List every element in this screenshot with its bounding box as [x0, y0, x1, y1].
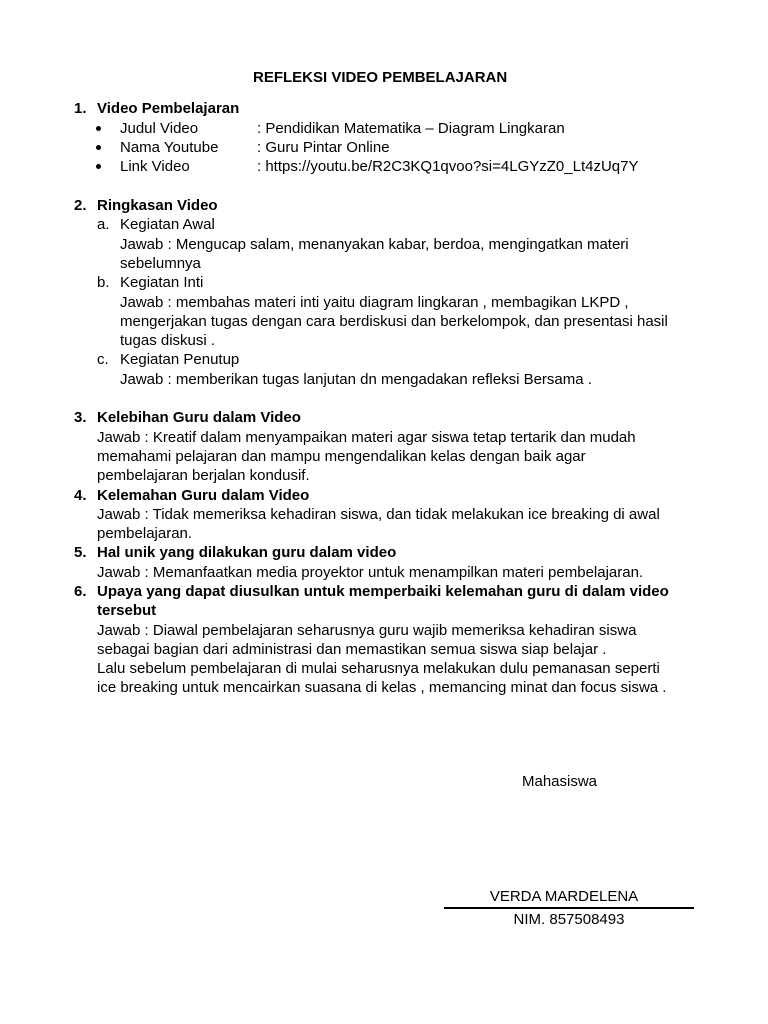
section-3-number: 3.: [74, 409, 87, 426]
kegiatan-inti-letter: b.: [97, 274, 110, 291]
section-3-heading: Kelebihan Guru dalam Video: [97, 409, 301, 426]
section-5-heading: Hal unik yang dilakukan guru dalam video: [97, 544, 397, 561]
kegiatan-inti-title: Kegiatan Inti: [120, 274, 204, 291]
section-1-heading: Video Pembelajaran: [97, 100, 240, 117]
kegiatan-penutup-letter: c.: [97, 351, 109, 368]
section-6-heading: Upaya yang dapat diusulkan untuk memperbaiki kelemahan guru di dalam video: [97, 583, 669, 600]
section-5-number: 5.: [74, 544, 87, 561]
kegiatan-inti-line: Jawab : membahas materi inti yaitu diagram lingkaran , membagikan LKPD ,: [120, 294, 629, 311]
kegiatan-awal-line: Jawab : Mengucap salam, menanyakan kabar, berdoa, mengingatkan materi: [120, 236, 629, 253]
kegiatan-awal-title: Kegiatan Awal: [120, 216, 215, 233]
signature-nim: NIM. 857508493: [513, 911, 625, 928]
bullet-icon: [96, 164, 101, 169]
judul-video-value: : Pendidikan Matematika – Diagram Lingkaran: [257, 120, 565, 137]
section-2-number: 2.: [74, 197, 87, 214]
link-video-value[interactable]: : https://youtu.be/R2C3KQ1qvoo?si=4LGYzZ0_Lt4zUq7Y: [257, 158, 639, 175]
section-3-line: memahami pelajaran dan mampu mengendalikan kelas dengan baik agar: [97, 448, 586, 465]
link-video-label: Link Video: [120, 158, 190, 175]
kegiatan-awal-letter: a.: [97, 216, 110, 233]
section-4-number: 4.: [74, 487, 87, 504]
kegiatan-penutup-line: Jawab : memberikan tugas lanjutan dn mengadakan refleksi Bersama .: [120, 371, 592, 388]
signature-role: Mahasiswa: [522, 773, 598, 790]
section-6-line: Lalu sebelum pembelajaran di mulai seharusnya melakukan dulu pemanasan seperti: [97, 660, 660, 677]
nama-youtube-value: : Guru Pintar Online: [257, 139, 390, 156]
signature-line: [444, 907, 694, 909]
section-3-line: pembelajaran berjalan kondusif.: [97, 467, 310, 484]
kegiatan-penutup-title: Kegiatan Penutup: [120, 351, 240, 368]
kegiatan-inti-line: tugas diskusi .: [120, 332, 216, 349]
section-6-line: Jawab : Diawal pembelajaran seharusnya guru wajib memeriksa kehadiran siswa: [97, 622, 637, 639]
section-5-line: Jawab : Memanfaatkan media proyektor untuk menampilkan materi pembelajaran.: [97, 564, 644, 581]
signature-name: VERDA MARDELENA: [489, 888, 639, 905]
kegiatan-awal-line: sebelumnya: [120, 255, 201, 272]
bullet-icon: [96, 126, 101, 131]
section-6-line: sebagai bagian dari administrasi dan memastikan semua siswa siap belajar .: [97, 641, 607, 658]
section-1-number: 1.: [74, 100, 87, 117]
section-4-line: pembelajaran.: [97, 525, 193, 542]
section-4-line: Jawab : Tidak memeriksa kehadiran siswa, dan tidak melakukan ice breaking di awal: [97, 506, 660, 523]
bullet-icon: [96, 145, 101, 150]
section-2-heading: Ringkasan Video: [97, 197, 218, 214]
section-6-heading: tersebut: [97, 602, 157, 619]
section-6-number: 6.: [74, 583, 87, 600]
section-6-line: ice breaking untuk mencairkan suasana di kelas , memancing minat dan focus siswa .: [97, 679, 667, 696]
nama-youtube-label: Nama Youtube: [120, 139, 219, 156]
kegiatan-inti-line: mengerjakan tugas dengan cara berdiskusi dan berkelompok, dan presentasi hasil: [120, 313, 668, 330]
section-4-heading: Kelemahan Guru dalam Video: [97, 487, 310, 504]
section-3-line: Jawab : Kreatif dalam menyampaikan materi agar siswa tetap tertarik dan mudah: [97, 429, 636, 446]
document-title: REFLEKSI VIDEO PEMBELAJARAN: [253, 69, 508, 86]
judul-video-label: Judul Video: [120, 120, 199, 137]
